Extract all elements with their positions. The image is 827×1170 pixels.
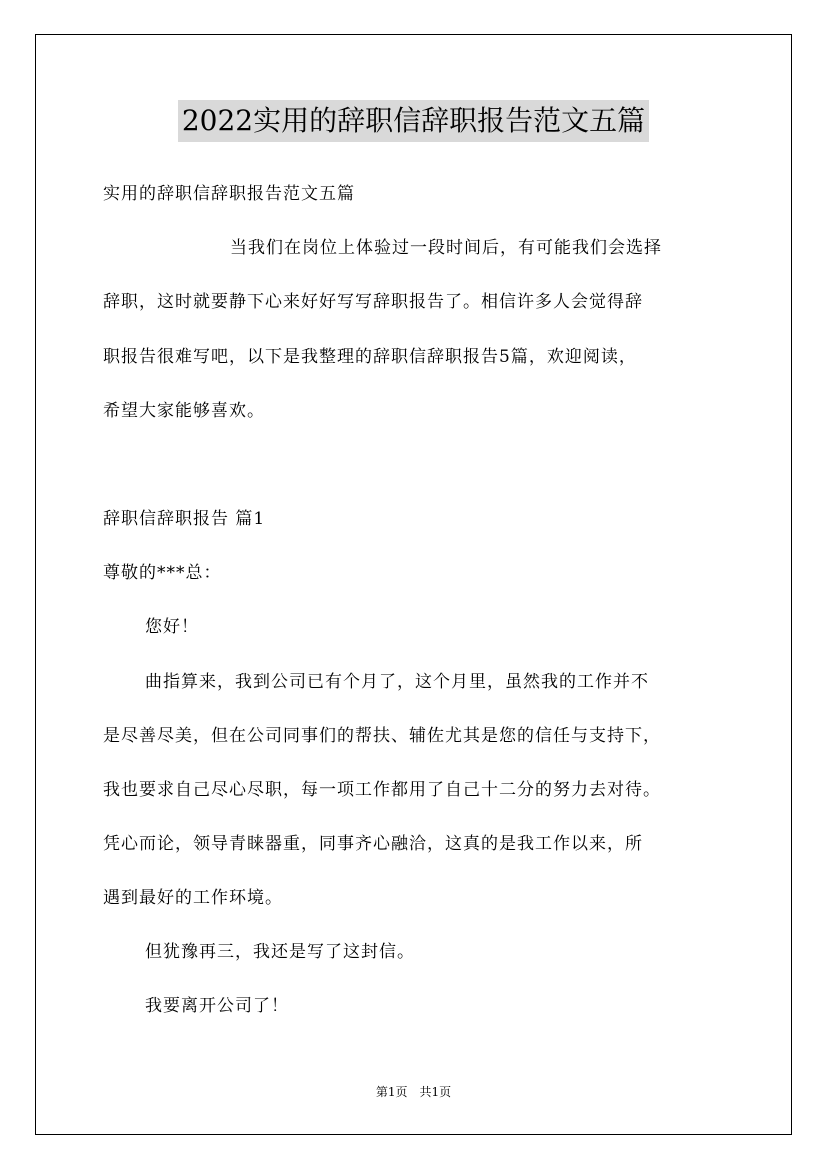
subtitle: 实用的辞职信辞职报告范文五篇 [103, 184, 355, 204]
intro-line-4: 希望大家能够喜欢。 [103, 401, 265, 421]
body-line-5: 遇到最好的工作环境。 [103, 888, 283, 908]
intro-line-3: 职报告很难写吧，以下是我整理的辞职信辞职报告5篇，欢迎阅读， [103, 347, 637, 367]
body-line-2: 是尽善尽美，但在公司同事们的帮扶、辅佐尤其是您的信任与支持下， [103, 726, 661, 746]
body-line-3: 我也要求自己尽心尽职，每一项工作都用了自己十二分的努力去对待。 [103, 780, 661, 800]
greeting: 您好！ [145, 617, 199, 637]
salutation: 尊敬的***总： [103, 563, 222, 583]
intro-line-2: 辞职，这时就要静下心来好好写写辞职报告了。相信许多人会觉得辞 [103, 292, 643, 312]
paragraph-2: 但犹豫再三，我还是写了这封信。 [145, 942, 415, 962]
body-line-1: 曲指算来，我到公司已有个月了，这个月里，虽然我的工作并不 [145, 672, 649, 692]
title-wrap [0, 100, 827, 142]
section-heading: 辞职信辞职报告 篇1 [103, 509, 266, 529]
intro-line-1: 当我们在岗位上体验过一段时间后，有可能我们会选择 [230, 238, 662, 258]
body-line-4: 凭心而论，领导青睐器重，同事齐心融洽，这真的是我工作以来，所 [103, 834, 643, 854]
document-title: 2022实用的辞职信辞职报告范文五篇 [178, 100, 649, 142]
page-footer: 第1页 共1页 [375, 1085, 452, 1099]
paragraph-3: 我要离开公司了！ [145, 996, 289, 1016]
